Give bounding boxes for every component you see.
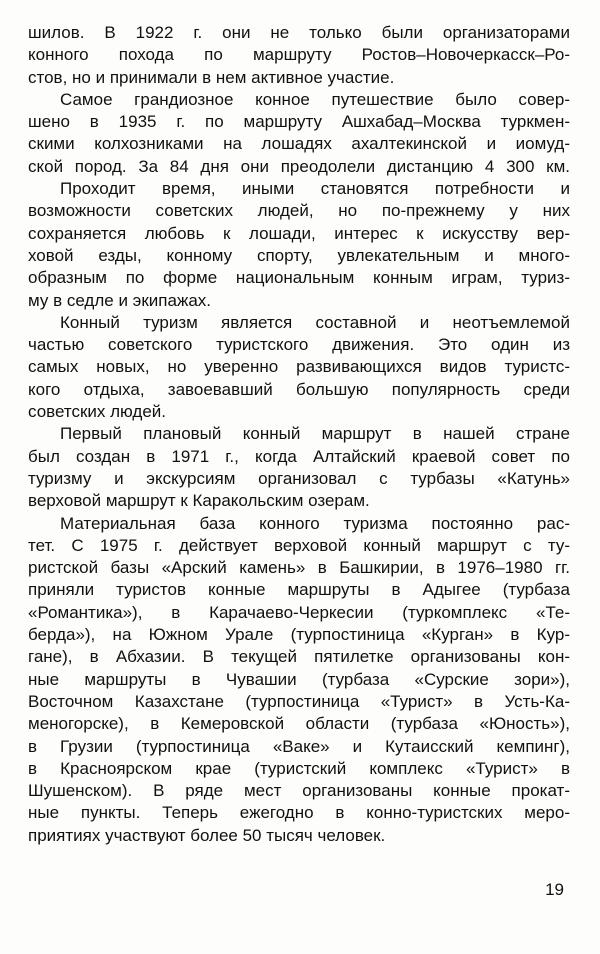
paragraph-2 (28, 89, 570, 178)
text-line: «Романтика»), в Карачаево-Черкесии (туркомплекс «Те- (28, 602, 570, 622)
text-line: ской пород. За 84 дня они преодолели дистанцию 4 300 км. (28, 156, 570, 176)
text-line: Восточном Казахстане (турпостиница «Турист» в Усть-Ка- (28, 691, 570, 711)
paragraph-6 (28, 513, 570, 847)
text-line: му в седле и экипажах. (28, 290, 211, 310)
paragraph-1 (28, 22, 570, 89)
text-line: приятиях участвуют более 50 тысяч человек. (28, 825, 386, 845)
text-line: самых новых, но уверенно развивающихся видов туристс- (28, 357, 570, 377)
page-number: 19 (545, 880, 564, 899)
text-line: берда»), на Южном Урале (турпостиница «Курган» в Кур- (28, 625, 570, 645)
text-line: в Красноярском крае (туристский комплекс «Турист» в (28, 758, 570, 778)
text-line: верховой маршрут к Каракольским озерам. (28, 491, 370, 511)
paragraph-3 (28, 178, 570, 312)
text-line: Шушенском). В ряде мест организованы конные прокат- (28, 781, 570, 801)
text-line: приняли туристов конные маршруты в Адыгее (турбаза (28, 580, 570, 600)
text-line: кого отдыха, завоевавший большую популярность среди (28, 379, 570, 399)
text-line: туризму и экскурсиям организовал с турбазы «Катунь» (28, 468, 570, 488)
text-line: ные пункты. Теперь ежегодно в конно-туристских меро- (28, 803, 570, 823)
text-line: гане), в Абхазии. В текущей пятилетке организованы кон- (28, 647, 570, 667)
text-line: возможности советских людей, но по-прежнему у них (28, 201, 570, 221)
text-line: конного похода по маршруту Ростов–Новочеркасск–Ро- (28, 45, 570, 65)
text-line: шилов. В 1922 г. они не только были организаторами (28, 23, 570, 42)
text-line: ховой езды, конному спорту, увлекательным и много- (28, 245, 570, 265)
text-line: Первый плановый конный маршрут в нашей стране (60, 424, 570, 444)
text-line: меногорске), в Кемеровской области (турбаза «Юность»), (28, 714, 570, 734)
text-line: Конный туризм является составной и неотъемлемой (60, 312, 570, 332)
paragraph-5 (28, 423, 570, 512)
text-line: сохраняется любовь к лошади, интерес к искусству вер- (28, 223, 570, 243)
text-line: Материальная база конного туризма постоянно рас- (60, 513, 570, 533)
text-line: ристской базы «Арский камень» в Башкирии, в 1976–1980 гг. (28, 558, 570, 578)
text-line: был создан в 1971 г., когда Алтайский краевой совет по (28, 446, 570, 466)
text-line: Проходит время, иными становятся потребности и (60, 179, 570, 199)
text-line: советских людей. (28, 402, 167, 422)
body-text (28, 22, 570, 847)
text-line: тет. С 1975 г. действует верховой конный маршрут с ту- (28, 535, 570, 555)
paragraph-4 (28, 312, 570, 423)
text-line: скими колхозниками на лошадях ахалтекинской и иомуд- (28, 134, 570, 154)
text-line: в Грузии (турпостиница «Ваке» и Кутаисский кемпинг), (28, 736, 570, 756)
text-line: шено в 1935 г. по маршруту Ашхабад–Москва туркмен- (28, 112, 570, 132)
text-line: ные маршруты в Чувашии (турбаза «Сурские зори»), (28, 669, 570, 689)
text-line: Самое грандиозное конное путешествие было совер- (60, 89, 570, 109)
text-line: частью советского туристского движения. Это один из (28, 335, 570, 355)
text-line: стов, но и принимали в нем активное участие. (28, 67, 395, 87)
text-line: образным по форме национальным конным играм, туриз- (28, 268, 570, 288)
